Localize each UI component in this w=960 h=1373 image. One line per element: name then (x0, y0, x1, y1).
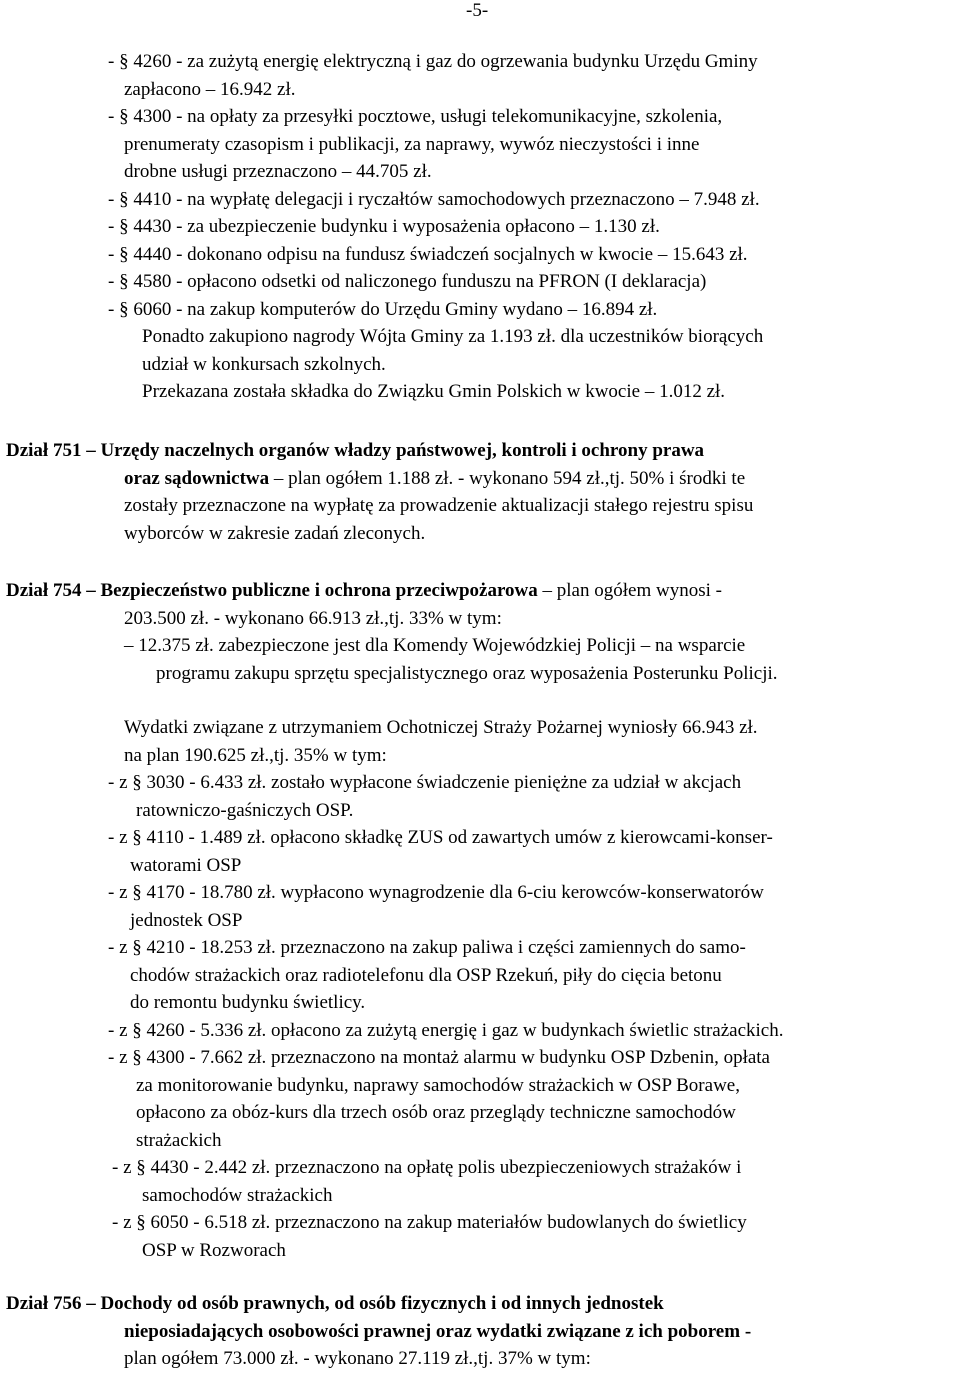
plan-text: plan ogółem 73.000 zł. - wykonano 27.119 zł.,tj. 37% w tym: (124, 1348, 591, 1369)
heading-continuation (0, 465, 960, 493)
list-item: - z § 4110 - 1.489 zł. opłacono składkę ZUS od zawartych umów z kierowcami-konser- (108, 827, 773, 848)
section-dzial-756 (0, 1290, 960, 1373)
page-number: -5- (466, 0, 489, 21)
section-heading-line (0, 577, 960, 605)
paragraph-line: udział w konkursach szkolnych. (142, 353, 386, 375)
list-item: - § 6060 - na zakup komputerów do Urzędu Gminy wydano – 16.894 zł. (108, 298, 658, 320)
list-item: - z § 4170 - 18.780 zł. wypłacono wynagrodzenie dla 6-ciu kerowców-konserwatorów (108, 882, 764, 903)
section-dzial-754 (0, 577, 960, 687)
section-heading: Dział 751 – Urzędy naczelnych organów władzy państwowej, kontroli i ochrony prawa (6, 440, 705, 461)
paragraph-line: Wydatki związane z utrzymaniem Ochotniczej Straży Pożarnej wyniosły 66.943 zł. (124, 717, 758, 738)
plan-text: – plan ogółem 1.188 zł. - wykonano 594 zł.,tj. 50% i środki te (269, 467, 746, 489)
list-item: - z § 4260 - 5.336 zł. opłacono za zużytą energię i gaz w budynkach świetlic strażackich. (108, 1019, 784, 1041)
list-item-cont: strażackich (136, 1129, 222, 1151)
plan-text: – plan ogółem wynosi - (537, 580, 722, 601)
list-item-cont: drobne usługi przeznaczono – 44.705 zł. (124, 161, 432, 182)
list-item: - § 4430 - za ubezpieczenie budynku i wyposażenia opłacono – 1.130 zł. (108, 216, 660, 237)
list-item: – 12.375 zł. zabezpieczone jest dla Komendy Wojewódzkiej Policji – na wsparcie (124, 635, 746, 656)
list-item-cont: za monitorowanie budynku, naprawy samochodów strażackich w OSP Borawe, (136, 1074, 740, 1096)
paragraph-line: zostały przeznaczone na wypłatę za prowadzenie aktualizacji stałego rejestru spisu (124, 495, 754, 516)
section-dzial-751 (0, 437, 960, 547)
paragraph-line: Ponadto zakupiono nagrody Wójta Gminy za 1.193 zł. dla uczestników biorących (142, 326, 764, 347)
section-top (0, 48, 960, 406)
list-item: - § 4410 - na wypłatę delegacji i ryczałtów samochodowych przeznaczono – 7.948 zł. (108, 188, 760, 210)
list-item-cont: programu zakupu sprzętu specjalistycznego oraz wyposażenia Posterunku Policji. (156, 662, 778, 684)
list-item-cont: chodów strażackich oraz radiotelefonu dla OSP Rzekuń, piły do cięcia betonu (130, 964, 722, 986)
list-item-cont: zapłacono – 16.942 zł. (124, 78, 296, 100)
list-item: - § 4300 - na opłaty za przesyłki pocztowe, usługi telekomunikacyjne, szkolenia, (108, 106, 723, 127)
section-osp (0, 714, 960, 1264)
list-item: - z § 3030 - 6.433 zł. zostało wypłacone świadczenie pieniężne za udział w akcjach (108, 772, 742, 793)
list-item: - § 4260 - za zużytą energię elektryczną i gaz do ogrzewania budynku Urzędu Gminy (108, 51, 758, 72)
section-heading: Dział 754 – Bezpieczeństwo publiczne i ochrona przeciwpożarowa (6, 580, 538, 601)
list-item-cont: opłacono za obóz-kurs dla trzech osób oraz przeglądy techniczne samochodów (136, 1102, 736, 1123)
list-item-cont: OSP w Rozworach (142, 1239, 286, 1261)
section-heading: Dział 756 – Dochody od osób prawnych, od osób fizycznych i od innych jednostek (6, 1293, 664, 1314)
paragraph-line: wyborców w zakresie zadań zleconych. (124, 522, 426, 544)
paragraph-line: na plan 190.625 zł.,tj. 35% w tym: (124, 744, 387, 766)
list-item: - z § 4210 - 18.253 zł. przeznaczono na zakup paliwa i części zamiennych do samo- (108, 937, 746, 958)
list-item: - z § 6050 - 6.518 zł. przeznaczono na zakup materiałów budowlanych do świetlicy (112, 1212, 747, 1233)
list-item: - § 4580 - opłacono odsetki od naliczonego funduszu na PFRON (I deklaracja) (108, 271, 707, 292)
list-item: - z § 4430 - 2.442 zł. przeznaczono na opłatę polis ubezpieczeniowych strażaków i (112, 1157, 742, 1178)
list-item-cont: samochodów strażackich (142, 1184, 333, 1206)
list-item-cont: watorami OSP (130, 854, 242, 876)
heading-cont-text: oraz sądownictwa (124, 467, 270, 489)
list-item-cont: ratowniczo-gaśniczych OSP. (136, 799, 354, 821)
list-item: - § 4440 - dokonano odpisu na fundusz świadczeń socjalnych w kwocie – 15.643 zł. (108, 243, 748, 265)
list-item-cont: prenumeraty czasopism i publikacji, za naprawy, wywóz nieczystości i inne (124, 133, 700, 155)
paragraph-line: Przekazana została składka do Związku Gmin Polskich w kwocie – 1.012 zł. (142, 381, 726, 402)
list-item-cont: do remontu budynku świetlicy. (130, 992, 366, 1013)
list-item: - z § 4300 - 7.662 zł. przeznaczono na montaż alarmu w budynku OSP Dzbenin, opłata (108, 1047, 770, 1068)
heading-continuation: nieposiadających osobowości prawnej oraz wydatki związane z ich poborem - (124, 1320, 752, 1342)
paragraph-line: 203.500 zł. - wykonano 66.913 zł.,tj. 33% w tym: (124, 607, 502, 629)
list-item-cont: jednostek OSP (130, 909, 243, 931)
